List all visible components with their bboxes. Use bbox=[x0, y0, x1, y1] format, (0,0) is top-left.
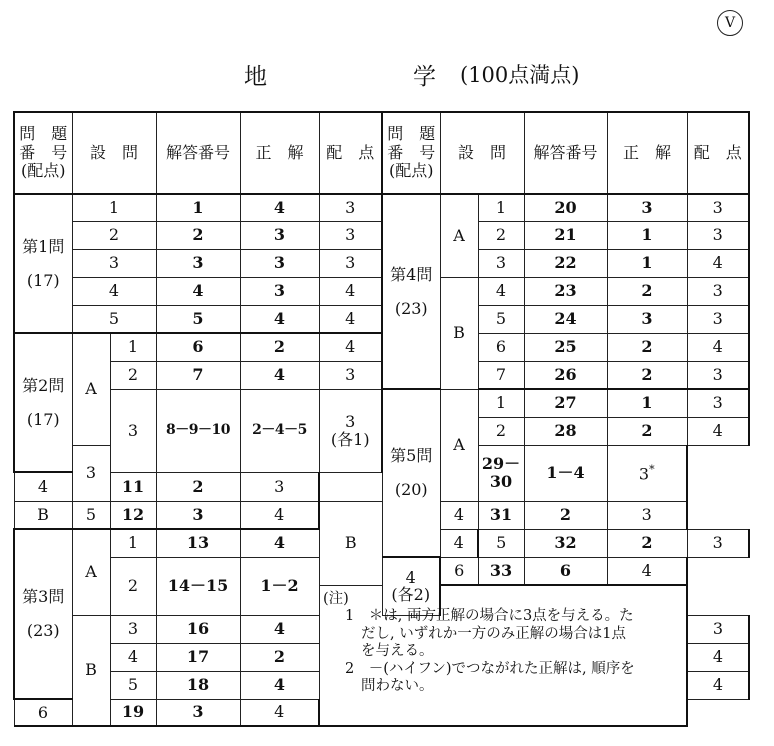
score: 4 bbox=[240, 501, 319, 529]
score: 3 bbox=[319, 361, 382, 389]
correct-answer: 4 bbox=[240, 194, 319, 221]
header-question-number: 問 題 番 号 (配点) bbox=[14, 112, 72, 194]
score: 3 bbox=[319, 221, 382, 249]
correct-answer: 2 bbox=[240, 643, 319, 671]
q1-sub: 5 bbox=[72, 305, 156, 333]
answer-number: 16 bbox=[156, 615, 240, 643]
correct-answer: 3 bbox=[240, 221, 319, 249]
q1-sub: 1 bbox=[72, 194, 156, 221]
q2-label: 第2問 (17) bbox=[14, 333, 72, 472]
answer-number: 32 bbox=[524, 529, 607, 557]
score: 4 bbox=[440, 529, 478, 557]
q4-sub: 4 bbox=[478, 277, 524, 305]
header-answer-number-right: 解答番号 bbox=[524, 112, 607, 194]
answer-number: 17 bbox=[156, 643, 240, 671]
answer-number: 22 bbox=[524, 249, 607, 277]
correct-answer: 6 bbox=[524, 557, 607, 585]
notes-heading: (注) bbox=[323, 591, 349, 607]
answer-number: 8－9－10 bbox=[156, 389, 240, 472]
correct-answer: 3 bbox=[156, 699, 240, 726]
answer-number: 11 bbox=[110, 472, 156, 501]
q4-label: 第4問 (23) bbox=[382, 194, 440, 389]
q4-sub: 7 bbox=[478, 361, 524, 389]
correct-answer: 1 bbox=[607, 221, 687, 249]
q5-sub: 6 bbox=[440, 557, 478, 585]
q2-sub: 1 bbox=[110, 333, 156, 361]
table-row bbox=[14, 194, 749, 221]
score: 4 bbox=[240, 699, 319, 726]
correct-answer: 3 bbox=[607, 305, 687, 333]
answer-number: 28 bbox=[524, 417, 607, 445]
score-with-mark: 3* bbox=[607, 445, 687, 501]
q4-sub: 5 bbox=[478, 305, 524, 333]
header-row bbox=[14, 112, 749, 194]
answer-number: 6 bbox=[156, 333, 240, 361]
header-correct-right: 正 解 bbox=[607, 112, 687, 194]
q1-label: 第1問 (17) bbox=[14, 194, 72, 333]
score: 3 bbox=[687, 305, 749, 333]
correct-answer: 2 bbox=[524, 501, 607, 529]
q3-label: 第3問 (23) bbox=[14, 529, 72, 699]
correct-answer: 2 bbox=[607, 361, 687, 389]
q4-sub: 1 bbox=[478, 194, 524, 221]
answer-number: 26 bbox=[524, 361, 607, 389]
answer-number: 23 bbox=[524, 277, 607, 305]
correct-answer: 3 bbox=[156, 501, 240, 529]
correct-answer: 3 bbox=[607, 194, 687, 221]
score: 4 bbox=[687, 417, 749, 445]
title-points: (100点満点) bbox=[460, 63, 580, 87]
table-row bbox=[14, 305, 749, 333]
answer-number: 33 bbox=[478, 557, 524, 585]
correct-answer: 2 bbox=[607, 333, 687, 361]
header-question-number-right: 問 題 番 号 (配点) bbox=[382, 112, 440, 194]
q3-part-b: B bbox=[72, 615, 110, 726]
score-multi: 4 (各2) bbox=[382, 557, 440, 615]
q2-sub: 4 bbox=[14, 472, 72, 501]
q5-label: 第5問 (20) bbox=[382, 389, 440, 557]
answer-number: 31 bbox=[478, 501, 524, 529]
score-multi: 3 (各1) bbox=[319, 389, 382, 472]
q3-sub: 4 bbox=[110, 643, 156, 671]
table-row bbox=[14, 501, 749, 529]
answer-number: 12 bbox=[110, 501, 156, 529]
q5-sub: 4 bbox=[440, 501, 478, 529]
q1-sub: 2 bbox=[72, 221, 156, 249]
correct-answer: 2 bbox=[607, 417, 687, 445]
title-subject-right: 学 bbox=[413, 64, 436, 90]
q3-sub: 3 bbox=[110, 615, 156, 643]
q1-sub: 3 bbox=[72, 249, 156, 277]
correct-answer: 4 bbox=[240, 671, 319, 699]
header-points: 配 点 bbox=[319, 112, 382, 194]
q5-sub: 2 bbox=[478, 417, 524, 445]
score: 3 bbox=[687, 277, 749, 305]
answer-number: 24 bbox=[524, 305, 607, 333]
answer-number: 1 bbox=[156, 194, 240, 221]
answer-number: 14－15 bbox=[156, 557, 240, 615]
score: 3 bbox=[319, 249, 382, 277]
answer-number: 27 bbox=[524, 389, 607, 417]
answer-number: 20 bbox=[524, 194, 607, 221]
correct-answer: 2 bbox=[240, 333, 319, 361]
q3-sub: 2 bbox=[110, 557, 156, 615]
header-points-right: 配 点 bbox=[687, 112, 749, 194]
q3-sub: 5 bbox=[110, 671, 156, 699]
q3-sub: 1 bbox=[110, 529, 156, 557]
table-row bbox=[14, 333, 749, 361]
header-sub-question-right: 設 問 bbox=[440, 112, 524, 194]
q4-part-a: A bbox=[440, 194, 478, 277]
correct-answer: 4 bbox=[240, 529, 319, 557]
q5-sub: 3 bbox=[72, 445, 110, 501]
answer-table bbox=[13, 111, 750, 727]
q5-part-a: A bbox=[440, 389, 478, 501]
score: 4 bbox=[687, 643, 749, 671]
correct-answer: 2 bbox=[156, 472, 240, 501]
score: 4 bbox=[319, 305, 382, 333]
q2-part-b: B bbox=[14, 501, 72, 529]
score: 4 bbox=[687, 333, 749, 361]
answer-number: 4 bbox=[156, 277, 240, 305]
answer-number: 25 bbox=[524, 333, 607, 361]
answer-number: 19 bbox=[110, 699, 156, 726]
q2-part-a: A bbox=[72, 333, 110, 445]
score: 3 bbox=[319, 194, 382, 221]
answer-number: 7 bbox=[156, 361, 240, 389]
answer-number: 21 bbox=[524, 221, 607, 249]
answer-number: 5 bbox=[156, 305, 240, 333]
correct-answer: 2 bbox=[607, 277, 687, 305]
q2-sub: 5 bbox=[72, 501, 110, 529]
q5-part-b: B bbox=[319, 501, 382, 585]
q5-sub: 5 bbox=[478, 529, 524, 557]
answer-number: 18 bbox=[156, 671, 240, 699]
score: 3 bbox=[687, 389, 749, 417]
correct-answer: 3 bbox=[240, 277, 319, 305]
correct-answer: 4 bbox=[240, 615, 319, 643]
q1-sub: 4 bbox=[72, 277, 156, 305]
header-sub-question: 設 問 bbox=[72, 112, 156, 194]
q2-sub: 3 bbox=[110, 389, 156, 472]
note-1: 1 ＊は, 両方正解の場合に3点を与える。た だし, いずれか一方のみ正解の場合は1点 を与える。 bbox=[345, 608, 634, 660]
score: 3 bbox=[687, 194, 749, 221]
correct-answer: 1－2 bbox=[240, 557, 319, 615]
answer-number: 3 bbox=[156, 249, 240, 277]
q4-sub: 3 bbox=[478, 249, 524, 277]
table-row bbox=[14, 249, 749, 277]
table-row bbox=[14, 557, 749, 585]
q3-sub: 6 bbox=[14, 699, 72, 726]
correct-answer: 4 bbox=[240, 305, 319, 333]
score: 4 bbox=[607, 557, 687, 585]
score: 4 bbox=[319, 277, 382, 305]
table-row bbox=[14, 361, 749, 389]
correct-answer: 4 bbox=[240, 361, 319, 389]
score: 3 bbox=[240, 472, 319, 501]
score: 3 bbox=[687, 361, 749, 389]
answer-number: 2 bbox=[156, 221, 240, 249]
notes-panel bbox=[319, 585, 687, 726]
header-correct: 正 解 bbox=[240, 112, 319, 194]
score: 3 bbox=[687, 529, 749, 557]
note-2: 2 －(ハイフン)でつながれた正解は, 順序を 問わない。 bbox=[345, 660, 635, 694]
q5-sub: 1 bbox=[478, 389, 524, 417]
correct-answer: 1 bbox=[607, 389, 687, 417]
header-answer-number: 解答番号 bbox=[156, 112, 240, 194]
page-mark: Ⅴ bbox=[717, 10, 743, 36]
correct-answer: 2－4－5 bbox=[240, 389, 319, 472]
q4-part-b: B bbox=[440, 277, 478, 389]
score: 4 bbox=[687, 249, 749, 277]
title-subject-left: 地 bbox=[244, 64, 267, 90]
table-row bbox=[14, 221, 749, 249]
answer-number: 13 bbox=[156, 529, 240, 557]
score: 4 bbox=[687, 671, 749, 699]
answer-number: 29－30 bbox=[478, 445, 524, 501]
table-row bbox=[14, 277, 749, 305]
correct-answer: 1 bbox=[607, 249, 687, 277]
score: 4 bbox=[319, 333, 382, 361]
correct-answer: 3 bbox=[240, 249, 319, 277]
q4-sub: 2 bbox=[478, 221, 524, 249]
correct-answer: 2 bbox=[607, 529, 687, 557]
score: 3 bbox=[607, 501, 687, 529]
q3-part-a: A bbox=[72, 529, 110, 615]
q4-sub: 6 bbox=[478, 333, 524, 361]
table-row bbox=[14, 389, 749, 417]
score: 3 bbox=[687, 221, 749, 249]
score: 3 bbox=[687, 615, 749, 643]
correct-answer: 1－4 bbox=[524, 445, 607, 501]
q2-sub: 2 bbox=[110, 361, 156, 389]
